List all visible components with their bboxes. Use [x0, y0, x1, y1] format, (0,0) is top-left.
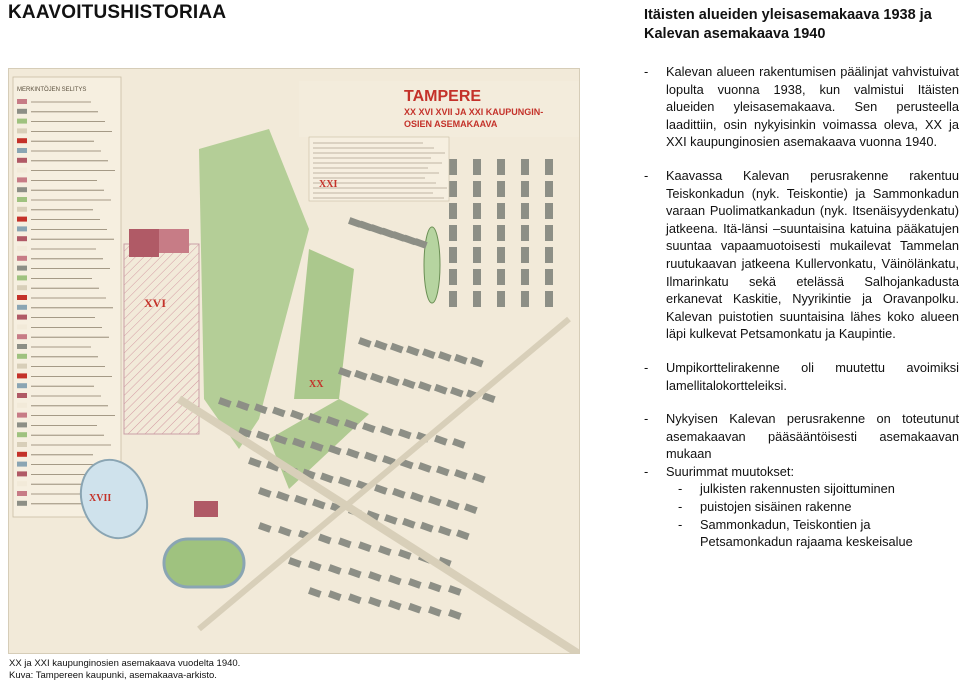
- sub-bullet-item: [644, 516, 959, 551]
- legend-swatch: [17, 138, 27, 143]
- building-block: [497, 247, 505, 263]
- building-block: [545, 159, 553, 175]
- page-title: KAAVOITUSHISTORIAA: [8, 2, 227, 23]
- building-block: [473, 203, 481, 219]
- legend-swatch: [17, 295, 27, 300]
- bullet-dash: -: [644, 463, 649, 479]
- legend-swatch: [17, 207, 27, 212]
- building-block: [497, 269, 505, 285]
- legend-swatch: [17, 354, 27, 359]
- building-block: [473, 181, 481, 197]
- sub-bullet-text: julkisten rakennusten sijoittuminen: [700, 481, 895, 497]
- building-block: [497, 181, 505, 197]
- building-block: [449, 225, 457, 241]
- bullet-text: Nykyisen Kalevan perusrakenne on toteutunut asemakaavan pääsääntöisesti asemakaavan mukaan: [666, 411, 959, 462]
- bullet-dash: -: [644, 167, 649, 183]
- building-block: [449, 247, 457, 263]
- caption-line-2: Kuva: Tampereen kaupunki, asemakaava-arkisto.: [9, 670, 217, 681]
- building-block: [521, 269, 529, 285]
- building-block: [521, 159, 529, 175]
- legend-swatch: [17, 285, 27, 290]
- building-block: [521, 225, 529, 241]
- sub-bullet-text: Sammonkadun, Teiskontien ja Petsamonkadun rajaama keskeisalue: [700, 516, 913, 550]
- building-block: [497, 225, 505, 241]
- legend-swatch: [17, 491, 27, 496]
- plan-map-image: [8, 68, 580, 654]
- building-block: [473, 247, 481, 263]
- bullet-text: Kalevan alueen rakentumisen päälinjat vahvistuivat lopulta vuonna 1938, kun valmistui Itäisten alueiden yleisasemakaava. Sen perusteella laadittiin, osin nykyisinkin voimassa oleva, XX ja XXI kaupunginosien asemakaava vuonna 1940.: [666, 64, 959, 150]
- legend-swatch: [17, 324, 27, 329]
- bullet-item: [644, 167, 959, 343]
- legend-swatch: [17, 177, 27, 182]
- building-block: [545, 225, 553, 241]
- map-title-line3: OSIEN ASEMAKAAVA: [404, 119, 498, 129]
- bullet-text: Kaavassa Kalevan perusrakenne rakentuu Teiskonkadun (nyk. Teiskontie) ja Sammonkadun varaan Puolimatkankadun (nyk. Itsenäisyydenkatu) jatkeena. Itä-länsi –suuntaisina katuina pääkatujen suuntaa vapaamuotoisesti mukailevat Tammelan ruutukaavan jatkeena Kullervonkatu, Väinölänkatu, Ilmarinkatu sekä etelässä Salhojankadusta erkanevat Kaskitie, Nyyrikintie ja Oravanpolku. Kalevan puistotien suuntaisina lähes koko alueen läpi kulkevat Petsamonkatu ja Kaupintie.: [666, 167, 959, 342]
- sub-bullet-item: [644, 480, 959, 498]
- legend-swatch: [17, 168, 27, 173]
- caption-line-1: XX ja XXI kaupunginosien asemakaava vuodelta 1940.: [9, 658, 241, 669]
- legend-swatch: [17, 422, 27, 427]
- heading-line-2: Kalevan asemakaava 1940: [644, 26, 826, 42]
- label-xx: XX: [309, 379, 324, 390]
- legend-swatch: [17, 442, 27, 447]
- building-block: [449, 291, 457, 307]
- bullet-dash: -: [644, 411, 649, 427]
- bullet-text: Umpikorttelirakenne oli muutettu avoimiksi lamellitalokortteleiksi.: [666, 359, 959, 393]
- building-block: [473, 291, 481, 307]
- legend-swatch: [17, 246, 27, 251]
- sub-bullet-dash: -: [678, 499, 683, 515]
- building-block: [449, 181, 457, 197]
- legend-swatch: [17, 109, 27, 114]
- building-block: [497, 203, 505, 219]
- label-xvi: XVI: [144, 296, 167, 310]
- legend-swatch: [17, 373, 27, 378]
- building-block: [521, 203, 529, 219]
- legend-swatch: [17, 226, 27, 231]
- building-block: [497, 159, 505, 175]
- legend-swatch: [17, 501, 27, 506]
- heading-line-1: Itäisten alueiden yleisasemakaava 1938 ja: [644, 7, 932, 23]
- legend-swatch: [17, 452, 27, 457]
- legend-swatch: [17, 187, 27, 192]
- map-legend-heading: MERKINTÖJEN SELITYS: [17, 87, 87, 93]
- building-block: [449, 269, 457, 285]
- building-block: [473, 269, 481, 285]
- legend-swatch: [17, 256, 27, 261]
- legend-swatch: [17, 432, 27, 437]
- legend-swatch: [17, 119, 27, 124]
- legend-swatch: [17, 315, 27, 320]
- legend-swatch: [17, 403, 27, 408]
- sub-bullet-text: puistojen sisäinen rakenne: [700, 499, 852, 515]
- legend-swatch: [17, 275, 27, 280]
- bullet-dash: -: [644, 359, 649, 375]
- legend-swatch: [17, 471, 27, 476]
- label-xxi: XXI: [319, 179, 338, 190]
- building-block: [545, 269, 553, 285]
- map-title-line1: TAMPERE: [404, 88, 482, 105]
- map-title-line2: XX XVI XVII JA XXI KAUPUNGIN-: [404, 107, 544, 117]
- bullet-item: [644, 359, 959, 394]
- building-block: [473, 225, 481, 241]
- section-heading: [644, 6, 959, 44]
- bullet-item: [644, 463, 959, 481]
- image-caption: [9, 658, 240, 682]
- bullet-text: Suurimmat muutokset:: [666, 463, 795, 479]
- legend-swatch: [17, 383, 27, 388]
- sub-bullet-dash: -: [678, 481, 683, 497]
- sub-bullet-item: [644, 498, 959, 516]
- legend-swatch: [17, 481, 27, 486]
- bullet-item: [644, 410, 959, 463]
- building-block: [545, 247, 553, 263]
- building-block: [449, 159, 457, 175]
- bullet-dash: -: [644, 64, 649, 79]
- bullet-item: [644, 63, 959, 151]
- label-xvii: XVII: [89, 493, 112, 504]
- legend-swatch: [17, 148, 27, 153]
- building-block: [449, 203, 457, 219]
- legend-swatch: [17, 393, 27, 398]
- legend-swatch: [17, 305, 27, 310]
- map-legend: [13, 77, 121, 517]
- legend-swatch: [17, 217, 27, 222]
- legend-swatch: [17, 344, 27, 349]
- building-block: [521, 291, 529, 307]
- building-block: [521, 181, 529, 197]
- building-block: [545, 291, 553, 307]
- building-block: [521, 247, 529, 263]
- text-column: [644, 6, 959, 551]
- legend-swatch: [17, 334, 27, 339]
- legend-swatch: [17, 197, 27, 202]
- legend-swatch: [17, 266, 27, 271]
- legend-swatch: [17, 462, 27, 467]
- building-block: [497, 291, 505, 307]
- legend-swatch: [17, 128, 27, 133]
- legend-swatch: [17, 99, 27, 104]
- legend-swatch: [17, 364, 27, 369]
- legend-swatch: [17, 236, 27, 241]
- building-block: [545, 203, 553, 219]
- sub-bullet-dash: -: [678, 516, 683, 532]
- legend-swatch: [17, 158, 27, 163]
- building-block: [545, 181, 553, 197]
- building-block: [473, 159, 481, 175]
- legend-swatch: [17, 413, 27, 418]
